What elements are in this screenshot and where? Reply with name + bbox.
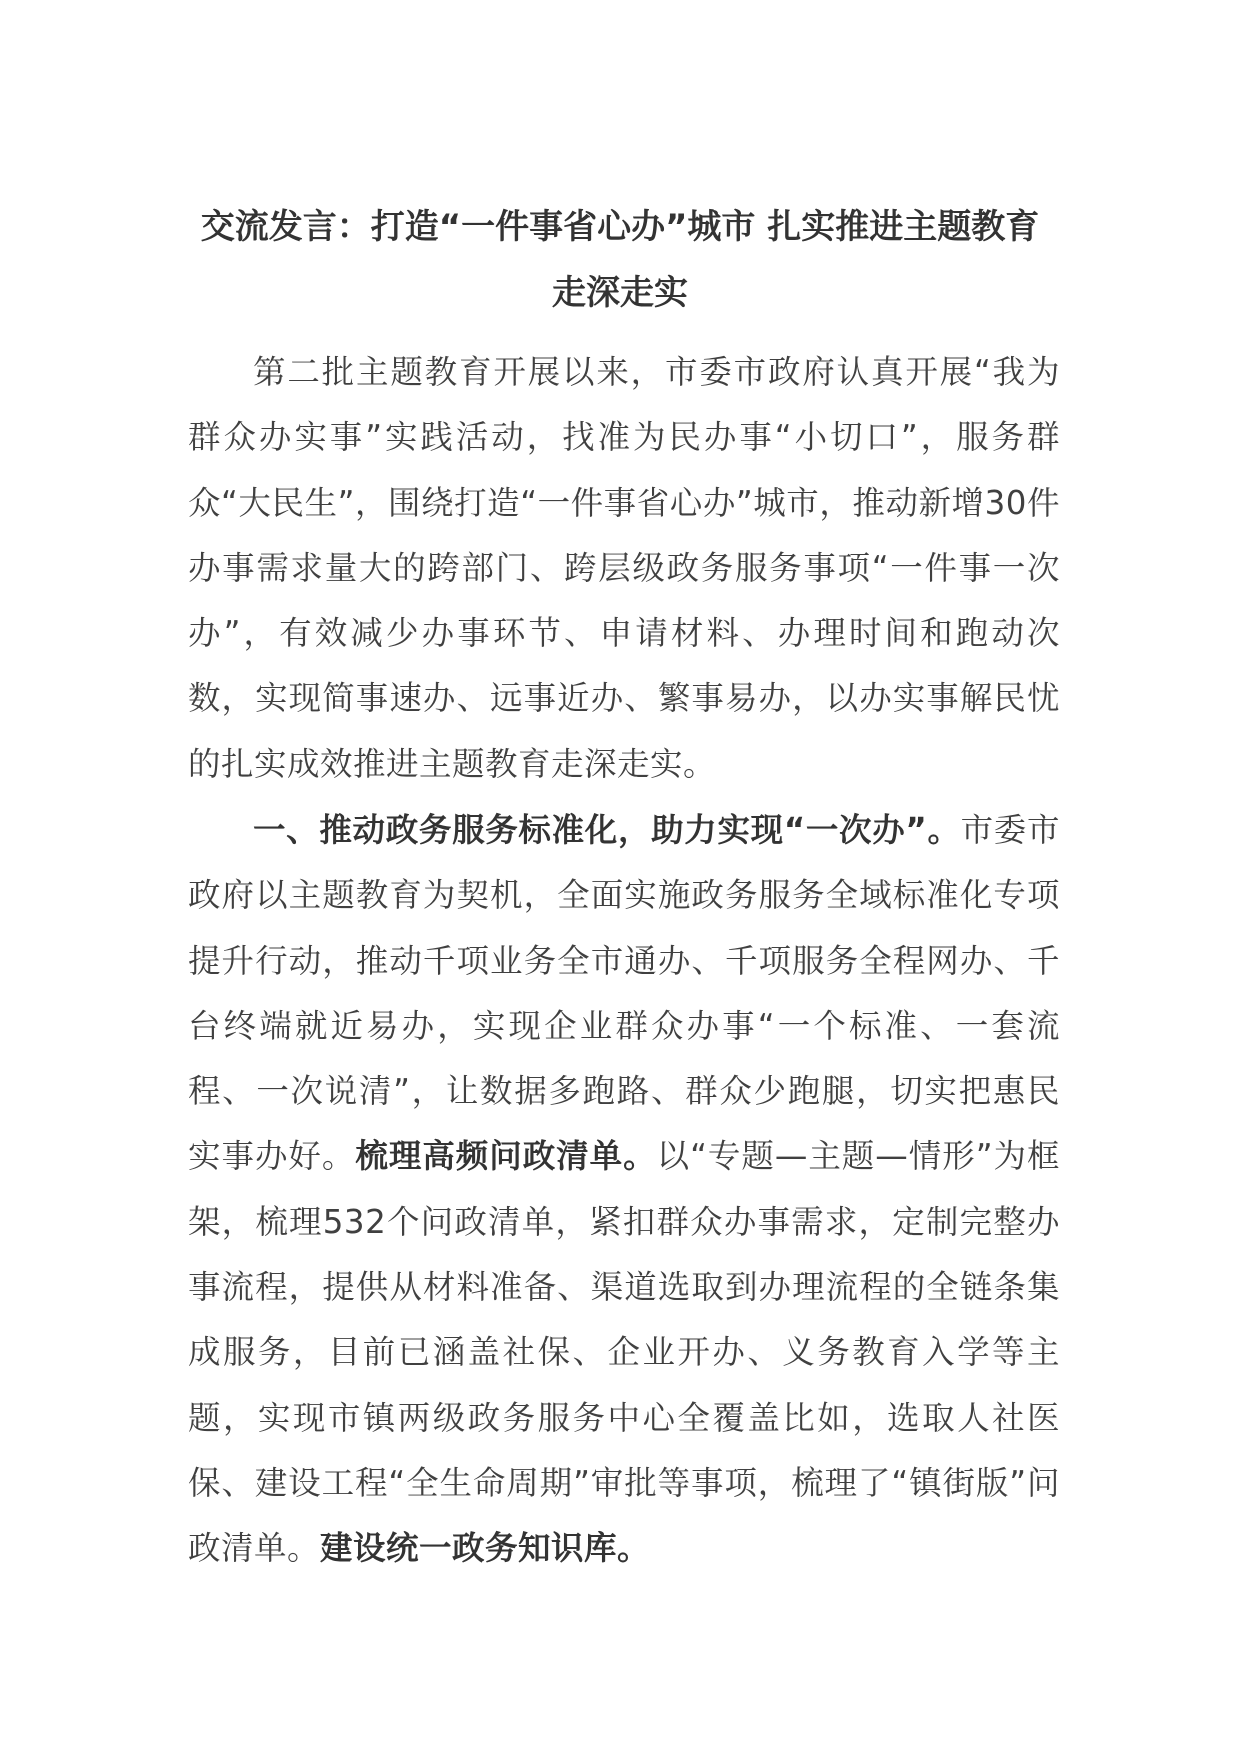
subheading-body-text: 以“专题—主题—情形”为框架，梳理532个问政清单，紧扣群众办事需求，定制完整办事流程，提供从材料准备、渠道选取到办理流程的全链条集成服务，目前已涵盖社保、企业开办、义务教育入学等主题，实现市镇两级政务服务中心全覆盖比如，选取人社医保、建设工程“全生命周期”审批等事项，梳理了“镇街版”问政清单。	[188, 1137, 1060, 1568]
document-title-line1: 交流发言：打造“一件事省心办”城市 扎实推进主题教育	[200, 207, 1040, 247]
document-title-line2: 走深走实	[552, 273, 688, 313]
section-body-text: 市委市政府以主题教育为契机，全面实施政务服务全域标准化专项提升行动，推动千项业务全市通办、千项服务全程网办、千台终端就近易办，实现企业群众办事“一个标准、一套流程、一次说清”，让数据多跑路、群众少跑腿，切实把惠民实事办好。	[188, 811, 1060, 1176]
paragraph-intro: 第二批主题教育开展以来，市委市政府认真开展“我为群众办实事”实践活动，找准为民办事“小切口”，服务群众“大民生”，围绕打造“一件事省心办”城市，推动新增30件办事需求量大的跨部门、跨层级政务服务事项“一件事一次办”，有效减少办事环节、申请材料、办理时间和跑动次数，实现简事速办、远事近办、繁事易办，以办实事解民忧的扎实成效推进主题教育走深走实。	[188, 353, 1060, 783]
section-heading: 一、推动政务服务标准化，助力实现“一次办”。	[253, 811, 961, 849]
subheading-knowledge-base: 建设统一政务知识库。	[320, 1529, 651, 1568]
paragraph-section-one	[188, 798, 1060, 1582]
subheading-question-list: 梳理高频问政清单。	[355, 1137, 657, 1176]
